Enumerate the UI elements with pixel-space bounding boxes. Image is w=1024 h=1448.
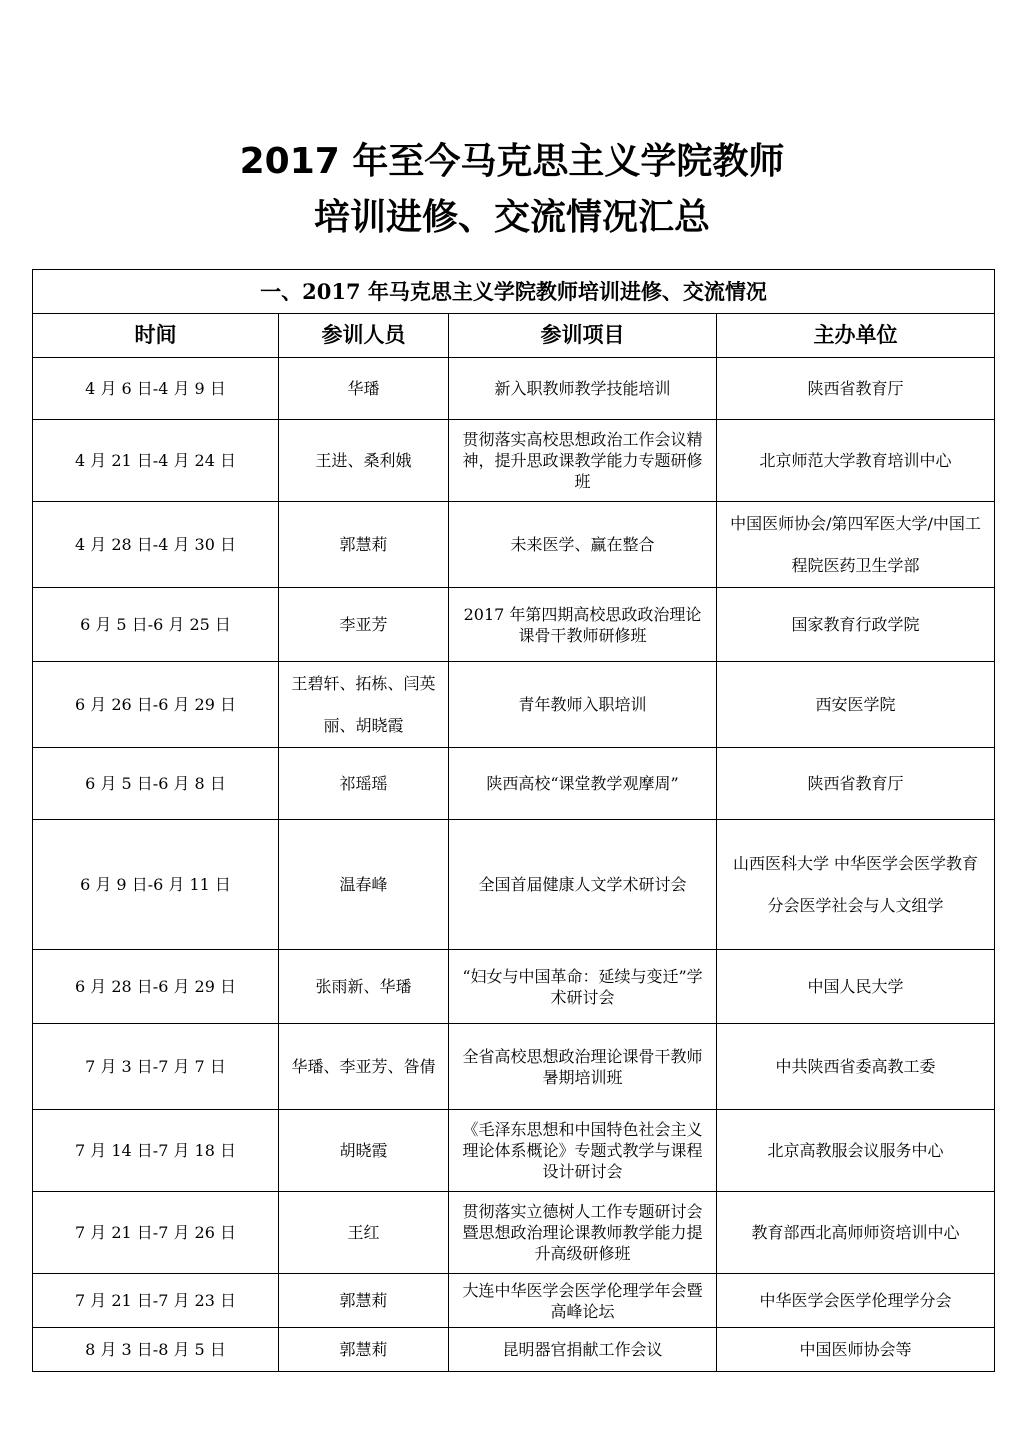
page-title: 2017 年至今马克思主义学院教师 [239,141,785,182]
cell-participants: 郭慧莉 [279,1274,449,1328]
cell-time: 4 月 28 日-4 月 30 日 [33,502,279,588]
cell-time: 6 月 5 日-6 月 25 日 [33,588,279,662]
cell-project: 全国首届健康人文学术研讨会 [449,820,717,950]
table-row [33,1192,995,1274]
cell-time: 6 月 26 日-6 月 29 日 [33,662,279,748]
table-row [33,662,995,748]
cell-time: 8 月 3 日-8 月 5 日 [33,1328,279,1372]
cell-project: 贯彻落实高校思想政治工作会议精神，提升思政课教学能力专题研修班 [449,420,717,502]
table-row [33,1110,995,1192]
table-row [33,1274,995,1328]
table-row [33,502,995,588]
cell-organizer: 北京师范大学教育培训中心 [717,420,995,502]
cell-organizer: 西安医学院 [717,662,995,748]
table-header-row [33,314,995,358]
cell-participants: 郭慧莉 [279,1328,449,1372]
cell-project: 《毛泽东思想和中国特色社会主义理论体系概论》专题式教学与课程设计研讨会 [449,1110,717,1192]
cell-participants: 郭慧莉 [279,502,449,588]
cell-participants: 华璠 [279,358,449,420]
cell-time: 7 月 21 日-7 月 23 日 [33,1274,279,1328]
cell-participants: 王进、桑利娥 [279,420,449,502]
table-row [33,1328,995,1372]
cell-project: 大连中华医学会医学伦理学年会暨高峰论坛 [449,1274,717,1328]
cell-project: 陕西高校“课堂教学观摩周” [449,748,717,820]
cell-project: 青年教师入职培训 [449,662,717,748]
cell-participants: 华璠、李亚芳、昝倩 [279,1024,449,1110]
cell-time: 7 月 21 日-7 月 26 日 [33,1192,279,1274]
table-row [33,748,995,820]
cell-project: 新入职教师教学技能培训 [449,358,717,420]
cell-time: 7 月 3 日-7 月 7 日 [33,1024,279,1110]
cell-time: 4 月 6 日-4 月 9 日 [33,358,279,420]
cell-organizer: 教育部西北高师师资培训中心 [717,1192,995,1274]
page-subtitle: 培训进修、交流情况汇总 [313,197,710,238]
cell-organizer: 中国人民大学 [717,950,995,1024]
cell-organizer: 中华医学会医学伦理学分会 [717,1274,995,1328]
cell-project: 2017 年第四期高校思政政治理论课骨干教师研修班 [449,588,717,662]
column-header-project: 参训项目 [449,314,717,358]
cell-time: 4 月 21 日-4 月 24 日 [33,420,279,502]
cell-organizer: 中国医师协会等 [717,1328,995,1372]
training-summary-table [32,269,995,1372]
table-row [33,420,995,502]
cell-time: 6 月 5 日-6 月 8 日 [33,748,279,820]
cell-time: 6 月 9 日-6 月 11 日 [33,820,279,950]
cell-time: 6 月 28 日-6 月 29 日 [33,950,279,1024]
cell-organizer: 中共陕西省委高教工委 [717,1024,995,1110]
cell-participants: 胡晓霞 [279,1110,449,1192]
table-row [33,820,995,950]
table-row [33,950,995,1024]
column-header-organizer: 主办单位 [717,314,995,358]
cell-project: 未来医学、赢在整合 [449,502,717,588]
cell-organizer: 陕西省教育厅 [717,748,995,820]
cell-participants: 王红 [279,1192,449,1274]
column-header-time: 时间 [33,314,279,358]
cell-participants: 张雨新、华璠 [279,950,449,1024]
cell-organizer: 陕西省教育厅 [717,358,995,420]
cell-participants: 王碧轩、拓栋、闫英丽、胡晓霞 [279,662,449,748]
section-heading: 一、2017 年马克思主义学院教师培训进修、交流情况 [33,270,995,314]
cell-organizer: 国家教育行政学院 [717,588,995,662]
cell-organizer: 中国医师协会/第四军医大学/中国工程院医药卫生学部 [717,502,995,588]
cell-project: 昆明器官捐献工作会议 [449,1328,717,1372]
table-row [33,588,995,662]
table-row [33,1024,995,1110]
cell-time: 7 月 14 日-7 月 18 日 [33,1110,279,1192]
cell-project: “妇女与中国革命：延续与变迁”学术研讨会 [449,950,717,1024]
table-row [33,358,995,420]
cell-participants: 温春峰 [279,820,449,950]
cell-organizer: 山西医科大学 中华医学会医学教育分会医学社会与人文组学 [717,820,995,950]
cell-project: 贯彻落实立德树人工作专题研讨会暨思想政治理论课教师教学能力提升高级研修班 [449,1192,717,1274]
cell-organizer: 北京高教服会议服务中心 [717,1110,995,1192]
column-header-participants: 参训人员 [279,314,449,358]
cell-participants: 李亚芳 [279,588,449,662]
cell-project: 全省高校思想政治理论课骨干教师暑期培训班 [449,1024,717,1110]
cell-participants: 祁瑶瑶 [279,748,449,820]
